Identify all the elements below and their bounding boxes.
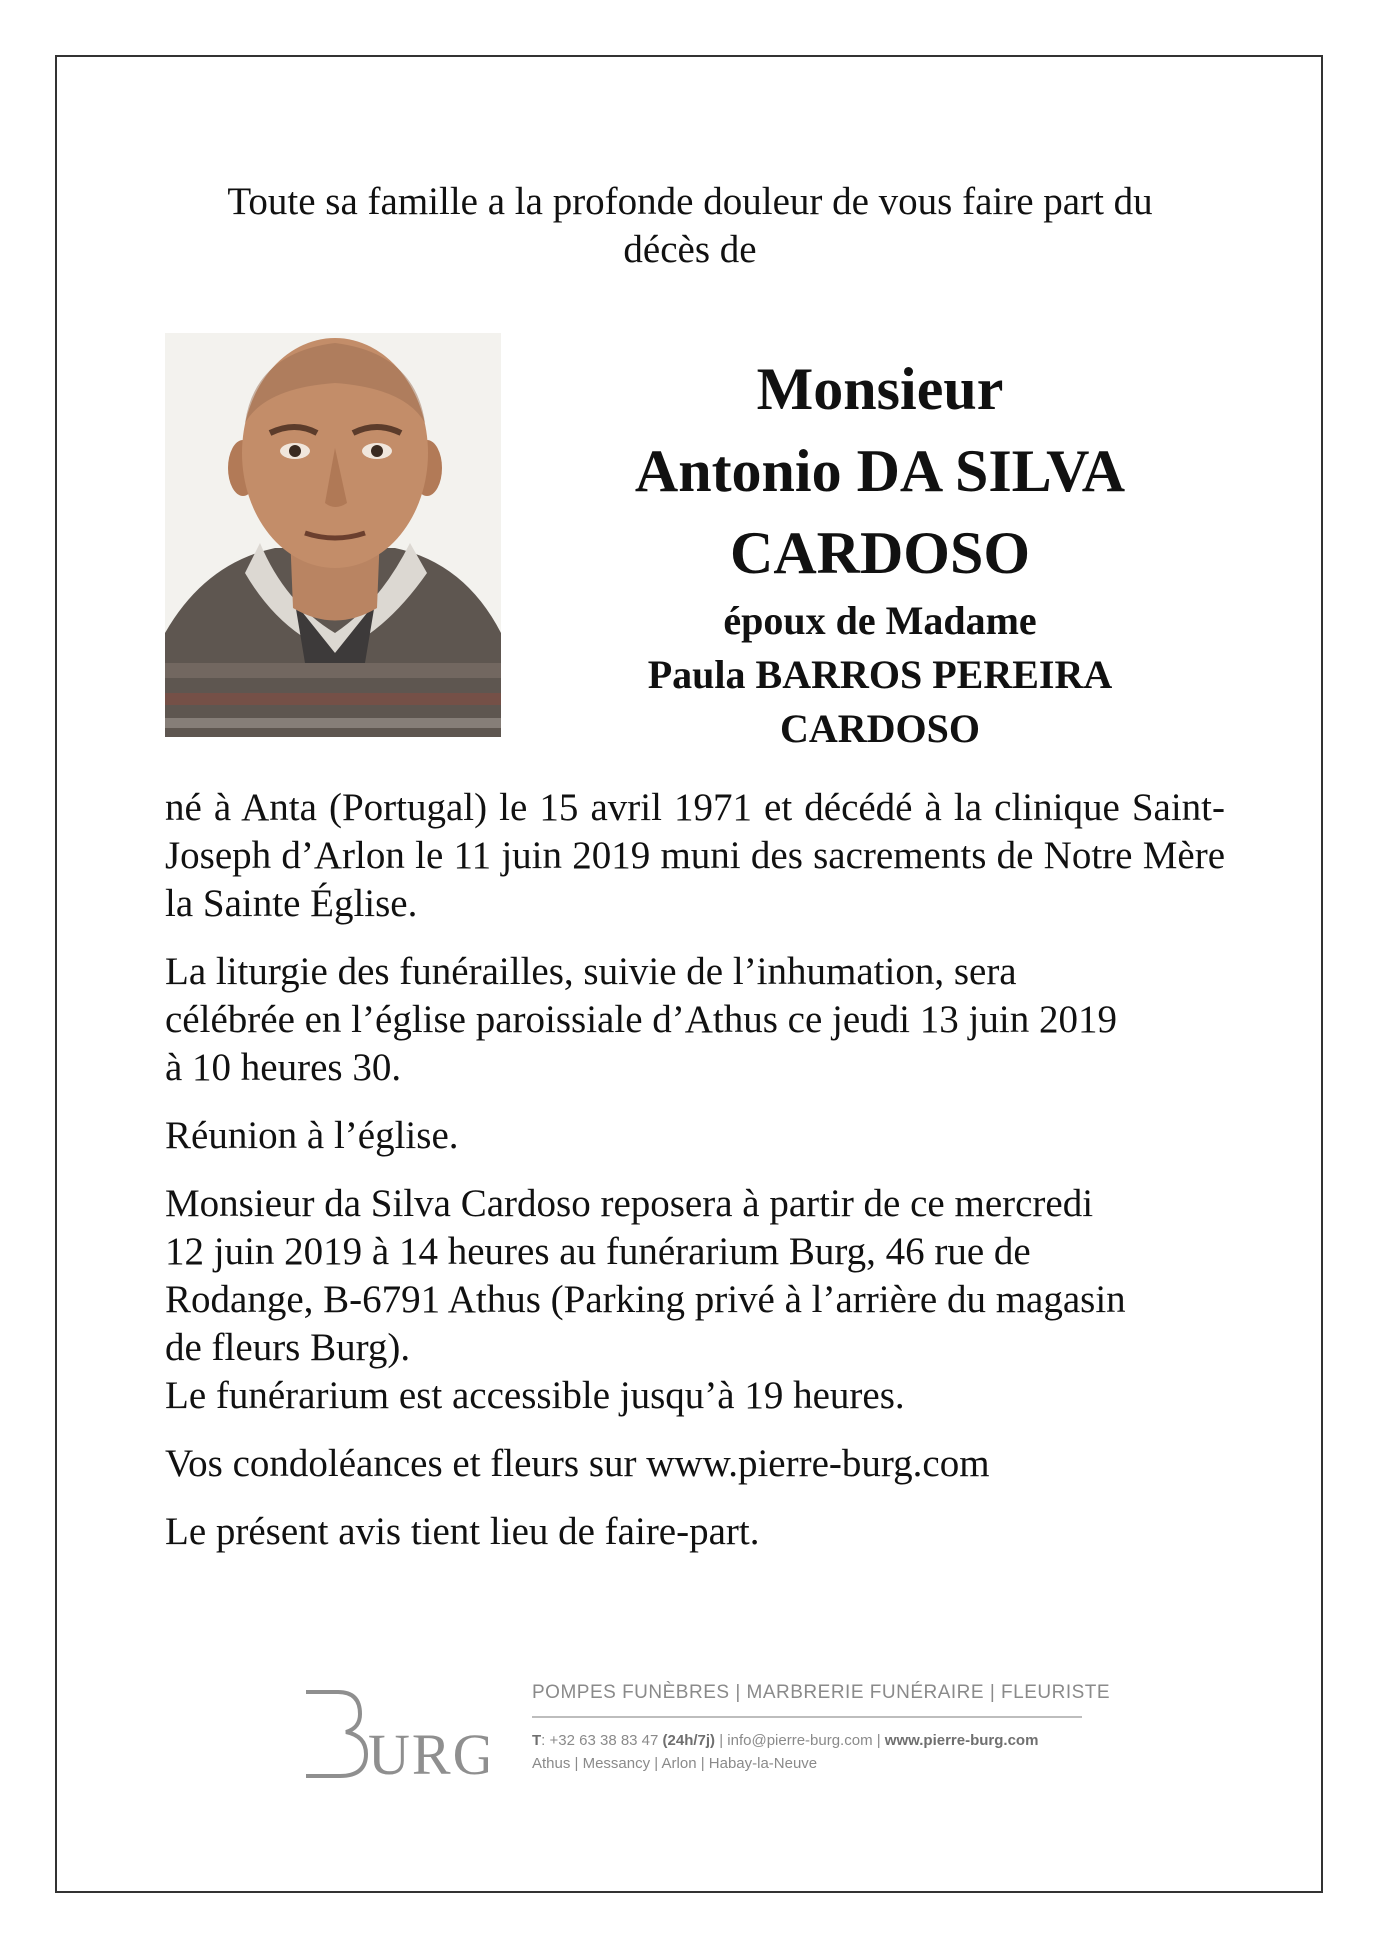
portrait-image bbox=[165, 333, 501, 737]
birth-death-paragraph: né à Anta (Portugal) le 15 avril 1971 et décédé à la clinique Saint-Joseph d’Arlon le 11 juin 2019 muni des sacrements de Notre Mère la Sainte Église. bbox=[165, 786, 1225, 925]
services-list: POMPES FUNÈBRES | MARBRERIE FUNÉRAIRE | FLEURISTE bbox=[532, 1682, 1082, 1718]
phone-hours: (24h/7j) bbox=[662, 1732, 716, 1749]
spouse-line-3: CARDOSO bbox=[779, 706, 981, 751]
deceased-name-block bbox=[560, 348, 1200, 756]
intro-line-2: décès de bbox=[623, 228, 757, 271]
honorific: Monsieur bbox=[756, 356, 1004, 422]
intro-line-1: Toute sa famille a la profonde douleur de vous faire part du bbox=[227, 180, 1153, 223]
viewing-line-2: 12 juin 2019 à 14 heures au funérarium Burg, 46 rue de bbox=[165, 1230, 1031, 1273]
liturgy-line-1: La liturgie des funérailles, suivie de l’inhumation, sera bbox=[165, 950, 1017, 993]
liturgy-line-3: à 10 heures 30. bbox=[165, 1046, 402, 1089]
deceased-name-line-2: CARDOSO bbox=[729, 520, 1031, 586]
viewing-line-4: de fleurs Burg). bbox=[165, 1326, 411, 1369]
intro-text bbox=[160, 178, 1220, 274]
notice-paragraph: Le présent avis tient lieu de faire-part. bbox=[165, 1510, 760, 1553]
viewing-paragraph bbox=[165, 1180, 1225, 1420]
contact-line bbox=[532, 1732, 1082, 1749]
liturgy-line-2: célébrée en l’église paroissiale d’Athus ce jeudi 13 juin 2019 bbox=[165, 998, 1117, 1041]
phone-label: T bbox=[532, 1732, 542, 1749]
viewing-line-5: Le funérarium est accessible jusqu’à 19 heures. bbox=[165, 1374, 905, 1417]
viewing-line-3: Rodange, B-6791 Athus (Parking privé à l’arrière du magasin bbox=[165, 1278, 1126, 1321]
meeting-paragraph: Réunion à l’église. bbox=[165, 1114, 459, 1157]
deceased-portrait-photo bbox=[165, 333, 501, 737]
deceased-name-line-1: Antonio DA SILVA bbox=[634, 438, 1126, 504]
burg-logo bbox=[298, 1680, 488, 1780]
contact-email[interactable]: | info@pierre-burg.com | bbox=[715, 1732, 885, 1749]
company-footer bbox=[532, 1682, 1111, 1772]
burg-logo-mark bbox=[298, 1680, 488, 1780]
viewing-line-1: Monsieur da Silva Cardoso reposera à partir de ce mercredi bbox=[165, 1182, 1094, 1225]
liturgy-paragraph bbox=[165, 948, 1225, 1092]
svg-text:URG: URG bbox=[368, 1722, 488, 1780]
phone-number: : +32 63 38 83 47 bbox=[541, 1732, 659, 1749]
locations-list: Athus | Messancy | Arlon | Habay-la-Neuve bbox=[532, 1755, 818, 1772]
website-link[interactable]: www.pierre-burg.com bbox=[884, 1732, 1039, 1749]
spouse-line-2: Paula BARROS PEREIRA bbox=[647, 652, 1113, 697]
spouse-line-1: époux de Madame bbox=[723, 598, 1037, 643]
announcement-body bbox=[165, 784, 1225, 1576]
condolences-paragraph: Vos condoléances et fleurs sur www.pierre-burg.com bbox=[165, 1442, 990, 1485]
